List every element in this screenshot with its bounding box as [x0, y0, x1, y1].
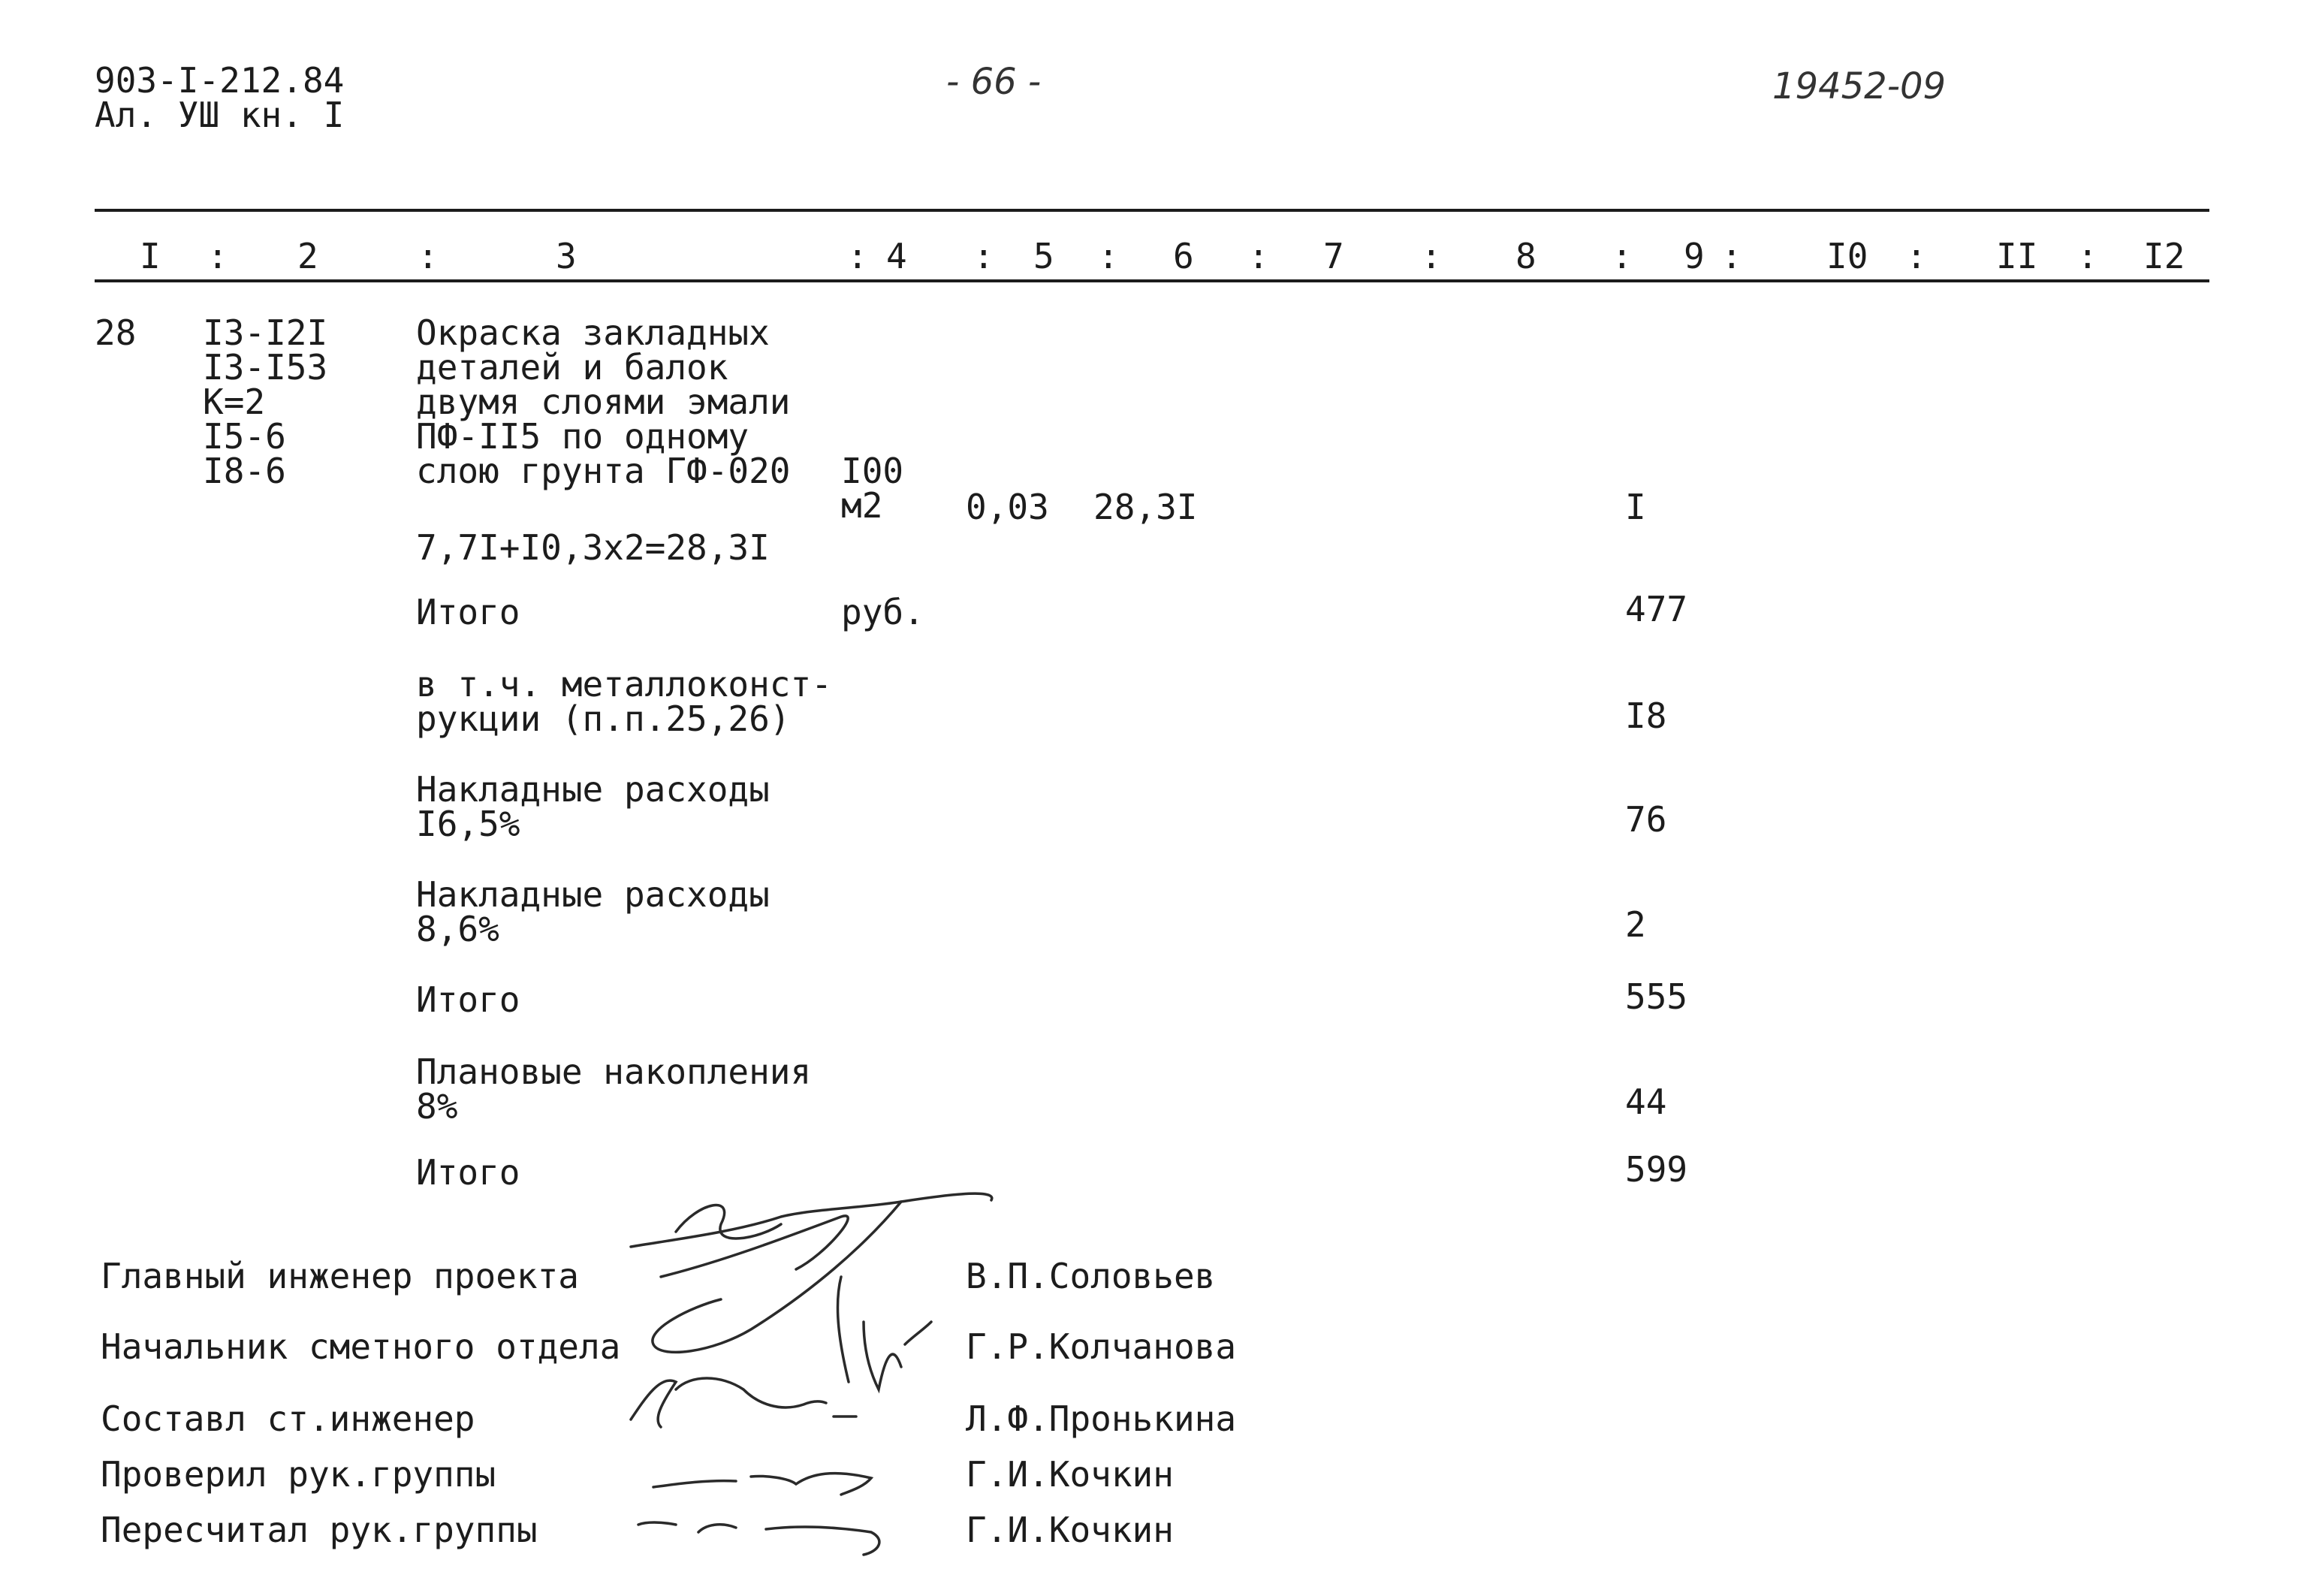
column-separator: : — [1421, 236, 1442, 276]
signatory-role: Начальник сметного отдела — [101, 1326, 621, 1367]
column-header: 9 — [1684, 236, 1705, 276]
column-header: II — [1996, 236, 2038, 276]
summary-value: 477 — [1625, 589, 1688, 629]
column-separator: : — [847, 236, 868, 276]
summary-label: Итого — [416, 592, 520, 632]
signature-stroke — [905, 1322, 931, 1344]
summary-value: 2 — [1625, 904, 1646, 945]
column-separator: : — [1612, 236, 1633, 276]
signature-stroke — [631, 1380, 676, 1427]
column-header: 2 — [297, 236, 318, 276]
album-book-label: Ал. УШ кн. I — [95, 95, 345, 135]
work-description-line: слою грунта ГФ-020 — [416, 451, 791, 491]
document-code: 903-I-212.84 — [95, 60, 345, 101]
signature-stroke — [751, 1474, 871, 1495]
norm-code: K=2 — [203, 382, 266, 422]
column-separator: : — [207, 236, 228, 276]
signatory-role: Главный инженер проекта — [101, 1256, 579, 1296]
document-registry-code: 19452-09 — [1772, 65, 1947, 107]
signatory-role: Проверил рук.группы — [101, 1454, 496, 1495]
signature-stroke — [698, 1525, 736, 1532]
column-header: I0 — [1826, 236, 1868, 276]
column-separator: : — [1248, 236, 1269, 276]
summary-label: рукции (п.п.25,26) — [416, 698, 791, 739]
norm-code: I8-6 — [203, 451, 286, 491]
quantity-formula: 7,7I+I0,3x2=28,3I — [416, 527, 770, 568]
signatory-name: Г.И.Кочкин — [966, 1454, 1174, 1495]
item-number: 28 — [95, 312, 137, 353]
signatory-name: Г.Р.Колчанова — [966, 1326, 1237, 1367]
summary-label: Плановые накопления — [416, 1051, 812, 1092]
summary-value: 599 — [1625, 1149, 1688, 1190]
signature-stroke — [638, 1522, 676, 1525]
signatory-role: Составл ст.инженер — [101, 1398, 475, 1439]
column-header: 4 — [886, 236, 907, 276]
column-9-value: I — [1625, 487, 1646, 527]
work-description-line: двумя слоями эмали — [416, 382, 791, 422]
summary-label: в т.ч. металлоконст- — [416, 664, 832, 704]
column-separator: : — [1721, 236, 1742, 276]
column-separator: : — [1098, 236, 1119, 276]
column-header: 8 — [1515, 236, 1536, 276]
column-header: 3 — [556, 236, 577, 276]
column-5-value: 0,03 — [966, 487, 1049, 527]
summary-label: I6,5% — [416, 804, 520, 844]
signature-stroke — [864, 1322, 901, 1389]
column-separator: : — [418, 236, 439, 276]
summary-label: Итого — [416, 1152, 520, 1193]
column-6-value: 28,3I — [1093, 487, 1198, 527]
work-description-line: Окраска закладных — [416, 312, 770, 353]
norm-code: I3-I2I — [203, 312, 328, 353]
column-header: 5 — [1033, 236, 1054, 276]
signature-stroke — [653, 1481, 736, 1487]
work-description-line: деталей и балок — [416, 347, 728, 388]
signatory-name: В.П.Соловьев — [966, 1256, 1216, 1296]
summary-value: 555 — [1625, 976, 1688, 1017]
signatory-name: Л.Ф.Пронькина — [966, 1398, 1237, 1439]
column-separator: : — [973, 236, 994, 276]
summary-label: 8% — [416, 1086, 458, 1127]
summary-label: Накладные расходы — [416, 874, 770, 915]
summary-label: Накладные расходы — [416, 769, 770, 810]
unit-quantity: I00 — [841, 451, 904, 491]
norm-code: I3-I53 — [203, 347, 328, 388]
column-separator: : — [2077, 236, 2098, 276]
norm-code: I5-6 — [203, 416, 286, 457]
summary-label: Итого — [416, 979, 520, 1020]
column-separator: : — [1906, 236, 1927, 276]
summary-value: I8 — [1625, 695, 1667, 736]
column-header: I — [140, 236, 161, 276]
summary-unit: руб. — [841, 592, 924, 632]
column-header: I2 — [2143, 236, 2185, 276]
signature-stroke — [837, 1277, 849, 1382]
signature-stroke — [766, 1527, 879, 1555]
page-number: - 66 - — [946, 61, 1042, 103]
signature-stroke — [676, 1378, 826, 1407]
work-description-line: ПФ-II5 по одному — [416, 416, 749, 457]
summary-label: 8,6% — [416, 909, 499, 949]
signatory-name: Г.И.Кочкин — [966, 1510, 1174, 1550]
summary-value: 44 — [1625, 1082, 1667, 1122]
column-header: 7 — [1323, 236, 1344, 276]
summary-value: 76 — [1625, 799, 1667, 840]
column-header: 6 — [1173, 236, 1194, 276]
unit-measure: м2 — [841, 485, 883, 526]
signatory-role: Пересчитал рук.группы — [101, 1510, 538, 1550]
